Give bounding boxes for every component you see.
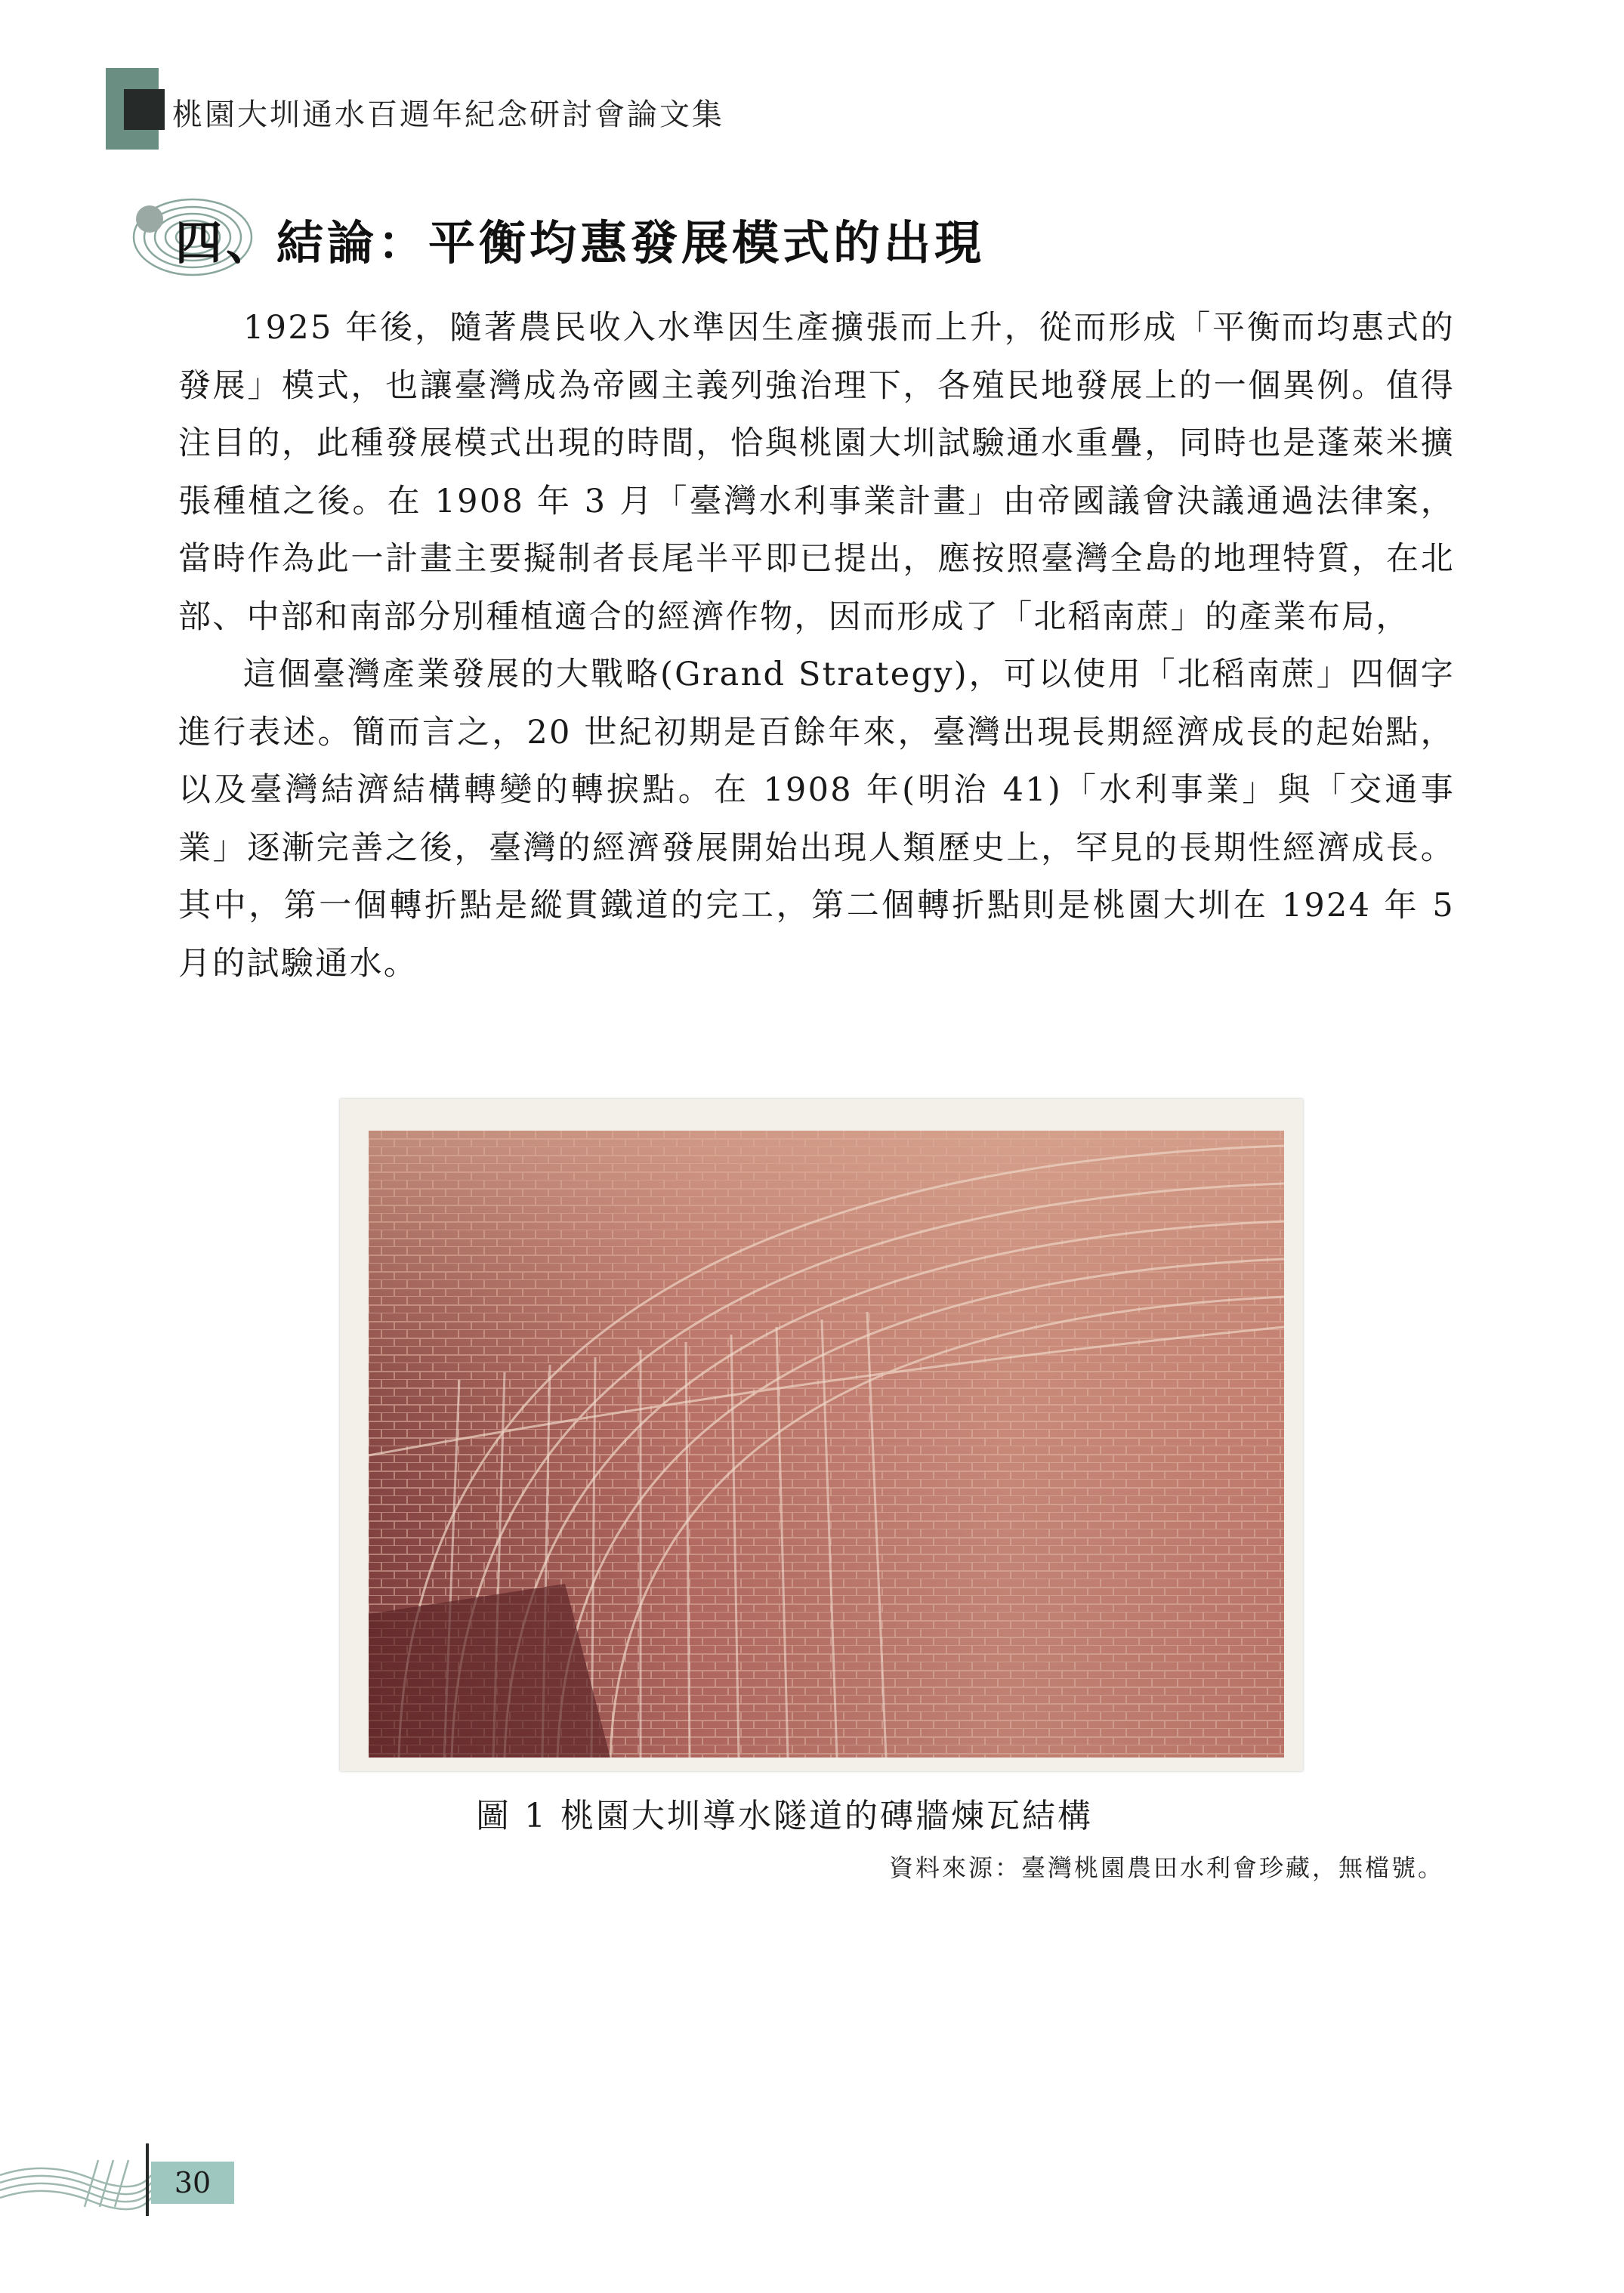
- header-dark-square: [124, 89, 165, 130]
- section-title: 四、結論：平衡均惠發展模式的出現: [175, 215, 986, 270]
- brick-tunnel-photo: [369, 1131, 1284, 1758]
- figure-photo: [340, 1099, 1303, 1771]
- figure-source: 資料來源：臺灣桃園農田水利會珍藏，無檔號。: [888, 1853, 1444, 1882]
- contour-wave-icon: [0, 2153, 151, 2213]
- running-header-title: 桃園大圳通水百週年紀念研討會論文集: [172, 97, 724, 132]
- body-text: [178, 299, 1455, 992]
- paragraph: 1925 年後，隨著農民收入水準因生產擴張而上升，從而形成「平衡而均惠式的發展」模式，也讓臺灣成為帝國主義列強治理下，各殖民地發展上的一個異例。值得注目的，此種發展模式出現的時間，恰與桃園大圳試驗通水重疊，同時也是蓬萊米擴張種植之後。在 1908 年 3 月「臺灣水利事業計畫」由帝國議會決議通過法律案，當時作為此一計畫主要擬制者長尾半平即已提出，應按照臺灣全島的地理特質，在北部、中部和南部分別種植適合的經濟作物，因而形成了「北稻南蔗」的產業布局，: [178, 309, 1455, 636]
- page-number: 30: [174, 2166, 211, 2199]
- figure-caption: 圖 1 桃園大圳導水隧道的磚牆煉瓦結構: [476, 1797, 1093, 1835]
- footer-rule: [146, 2143, 149, 2216]
- paragraph: 這個臺灣產業發展的大戰略(Grand Strategy)，可以使用「北稻南蔗」四個字進行表述。簡而言之，20 世紀初期是百餘年來，臺灣出現長期經濟成長的起始點，以及臺灣結濟結構轉變的轉捩點。在 1908 年(明治 41)「水利事業」與「交通事業」逐漸完善之後，臺灣的經濟發展開始出現人類歷史上，罕見的長期性經濟成長。其中，第一個轉折點是縱貫鐵道的完工，第二個轉折點則是桃園大圳在 1924 年 5 月的試驗通水。: [178, 656, 1455, 983]
